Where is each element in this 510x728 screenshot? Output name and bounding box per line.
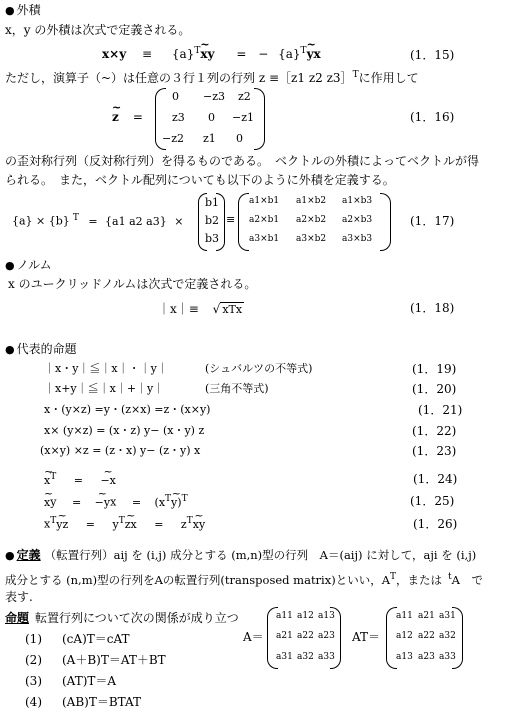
prop-number: (2)	[25, 653, 42, 667]
equation-number: (1．20)	[412, 382, 457, 396]
prop-number: (4)	[25, 695, 42, 709]
matrix-cell: a3×b1	[249, 234, 280, 244]
equation-number-1-16: (1．16)	[410, 110, 455, 124]
matrix-cell: z1	[203, 132, 216, 145]
bullet-icon: ●	[5, 343, 15, 356]
operator-note: ただし，演算子（~）は任意の３行１列の行列 z ≡［z1 z2 z3］$^T$に作用して	[5, 70, 419, 85]
matrix-cell: a21	[276, 631, 293, 641]
heading-outer-product: ● 外積	[5, 3, 41, 17]
matrix-cell: a12	[396, 631, 413, 641]
matrix-cell: z3	[172, 111, 185, 124]
bullet-icon: ●	[5, 4, 15, 17]
matrix-right-paren	[254, 88, 265, 150]
matrix-cell: 0	[236, 132, 243, 145]
matrix-cell: a31	[439, 611, 456, 621]
matrix-cell: a3×b3	[342, 234, 373, 244]
equation-1-25: ~ xy = ~ $-yx = (x^T\sim$ y)$^T$	[44, 494, 188, 509]
matrix-at-label: AT＝	[352, 630, 381, 644]
equation-1-15: $x\times y \equiv \{a\}^T\sim$ xy = − $\{a\}^T\sim$ yx	[102, 46, 321, 61]
matrix-cell: a22	[418, 631, 435, 641]
equation-1-17-lhs: {a} × {b} $^T$ = {a1 a2 a3} ×	[12, 213, 184, 228]
paragraph-line: の歪対称行列（反対称行列）を得るものである。 ベクトルの外積によってベクトルが得	[5, 154, 480, 168]
prop-number: (3)	[25, 674, 42, 688]
matrix-cell: a2×b1	[249, 215, 280, 225]
norm-intro: x のユークリッドノルムは次式で定義される。	[8, 277, 257, 291]
prop-formula: (A＋B)T＝AT＋BT	[62, 653, 166, 667]
paragraph-line: られる。 また，ベクトル配列についても以下のように外積を定義する。	[5, 173, 395, 187]
equation-1-26: $x^T\sim$ yz = $y^T\sim$ zx = $z^T\sim$ xy	[44, 516, 205, 531]
prop-formula: (AB)T＝BTAT	[62, 695, 142, 709]
equiv-sign: ≡	[226, 213, 236, 226]
vector-cell: b1	[205, 196, 220, 209]
matrix-cell: a22	[297, 631, 314, 641]
proposition-expr: (x×y) ×z = (z・x) y− (z・y) x	[40, 444, 201, 457]
proposition-note: (シュバルツの不等式)	[205, 362, 313, 375]
outer-product-intro: x，y の外積は次式で定義される。	[5, 23, 191, 37]
equation-number: (1．23)	[412, 444, 457, 458]
equation-number: (1．21)	[418, 403, 463, 417]
proposition-note: (三角不等式)	[205, 382, 269, 395]
proposition-expr: ｜x+y｜≦｜x｜+｜y｜	[44, 382, 165, 395]
matrix-cell: 0	[208, 111, 215, 124]
prop-formula: (cA)T＝cAT	[62, 632, 130, 646]
equation-number: (1．19)	[412, 362, 457, 376]
matrix-cell: −z1	[232, 111, 255, 124]
equation-number-1-17: (1．17)	[410, 214, 455, 228]
proposition-expr: x・(y×z) =y・(z×x) =z・(x×y)	[44, 403, 211, 416]
matrix-a-label: A＝	[243, 630, 264, 644]
matrix-cell: 0	[172, 90, 179, 103]
matrix-cell: a2×b3	[342, 215, 373, 225]
bullet-icon: ●	[5, 259, 15, 272]
matrix-cell: a33	[318, 652, 335, 662]
matrix-cell: a23	[318, 631, 335, 641]
matrix-right-paren	[380, 193, 391, 251]
matrix-cell: a12	[297, 611, 314, 621]
equation-number-1-18: (1．18)	[410, 301, 455, 315]
matrix-cell: a32	[297, 652, 314, 662]
equation-number: (1．22)	[412, 424, 457, 438]
vector-cell: b3	[205, 232, 220, 245]
matrix-cell: a1×b3	[342, 196, 373, 206]
matrix-cell: a1×b1	[249, 196, 280, 206]
matrix-cell: a13	[318, 611, 335, 621]
equation-number-1-15: (1．15)	[410, 48, 455, 62]
bullet-icon: ●	[5, 549, 15, 562]
matrix-left-paren	[238, 193, 249, 251]
matrix-cell: a32	[439, 631, 456, 641]
matrix-cell: a13	[396, 652, 413, 662]
matrix-cell: a33	[439, 652, 456, 662]
matrix-cell: z2	[238, 90, 251, 103]
equation-1-16-lhs: ~ z =	[112, 110, 143, 124]
equation-number: (1．24)	[413, 472, 458, 486]
proposition-expr: ｜x・y｜≦｜x｜・｜y｜	[44, 362, 168, 375]
definition-line-1: ● 定義 （転置行列）aij を (i,j) 成分とする (m,n)型の行列 A＝(aij) に対して，aji を (i,j)	[5, 548, 477, 562]
matrix-cell: −z2	[162, 132, 185, 145]
proposition-expr: x× (y×z) = (x・z) y− (x・y) z	[44, 424, 205, 437]
matrix-cell: a3×b2	[296, 234, 327, 244]
equation-1-24: ~ $x^T$ = ~ −x	[44, 472, 116, 487]
matrix-cell: a21	[418, 611, 435, 621]
definition-line-3: 表す.	[5, 590, 33, 604]
heading-norm: ● ノルム	[5, 258, 52, 272]
heading-propositions: ● 代表的命題	[5, 342, 77, 356]
matrix-cell: −z3	[203, 90, 226, 103]
matrix-cell: a11	[396, 611, 413, 621]
matrix-cell: a1×b2	[296, 196, 327, 206]
equation-number: (1．26)	[413, 517, 458, 531]
prop-formula: (AT)T＝A	[62, 674, 117, 688]
matrix-cell: a31	[276, 652, 293, 662]
definition-line-2: 成分とする (n,m)型の行列をAの転置行列(transposed matrix)といい，$A^T$，または $^t$A で	[5, 572, 483, 587]
matrix-cell: a2×b2	[296, 215, 327, 225]
matrix-cell: a23	[418, 652, 435, 662]
prop-number: (1)	[25, 632, 42, 646]
equation-number: (1．25)	[410, 494, 455, 508]
proposition-heading: 命題 転置行列について次の関係が成り立つ	[5, 611, 239, 625]
vector-cell: b2	[205, 214, 220, 227]
matrix-cell: a11	[276, 611, 293, 621]
equation-1-18: ｜x｜≡ √ xTx	[158, 302, 243, 316]
